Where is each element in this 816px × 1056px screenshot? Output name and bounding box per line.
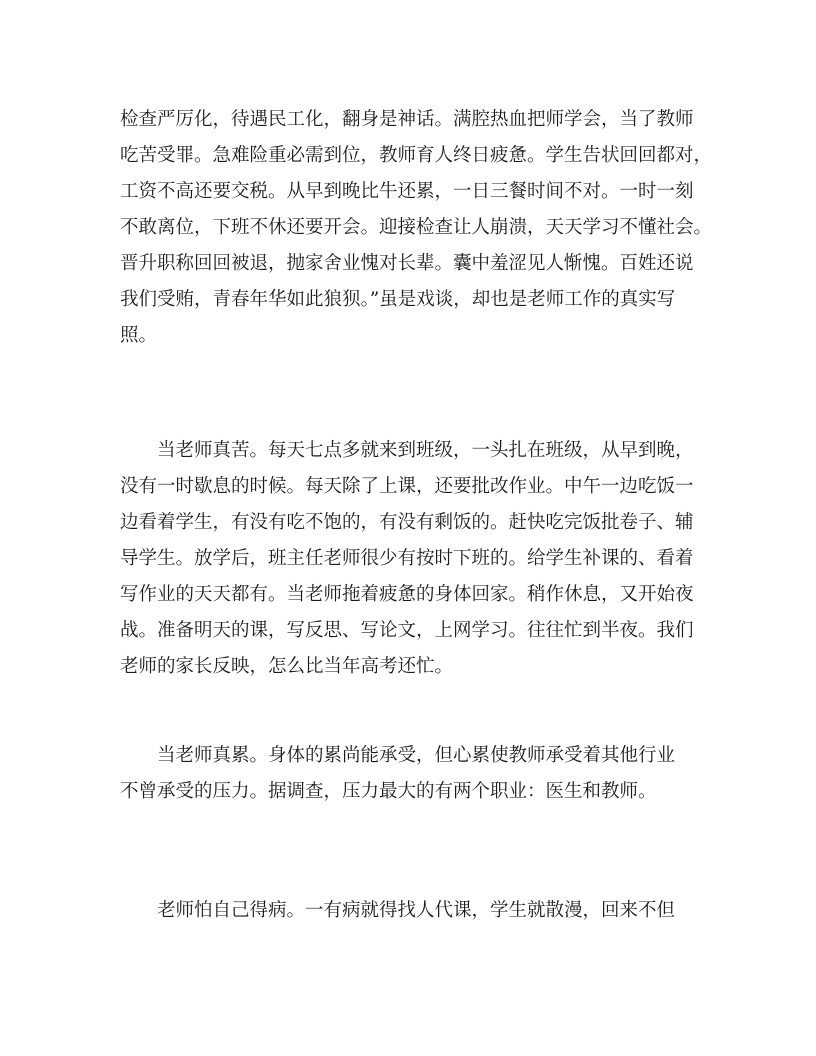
text-line: 写作业的天天都有。当老师拖着疲惫的身体回家。稍作休息，又开始夜 [120,584,694,605]
text-line: 边看着学生，有没有吃不饱的，有没有剩饭的。赶快吃完饭批卷子、辅 [120,512,694,533]
text-line: 吃苦受罪。急难险重必需到位，教师育人终日疲惫。学生告状回回都对， [120,145,713,166]
text-line: 战。准备明天的课，写反思、写论文，上网学习。往往忙到半夜。我们 [120,620,694,641]
text-line: 不曾承受的压力。据调查，压力最大的有两个职业：医生和教师。 [120,781,657,802]
text-line: 导学生。放学后，班主任老师很少有按时下班的。给学生补课的、看着 [120,548,694,569]
text-line: 没有一时歇息的时候。每天除了上课，还要批改作业。中午一边吃饭一 [120,476,694,497]
text-line: 工资不高还要交税。从早到晚比牛还累，一日三餐时间不对。一时一刻 [120,181,694,202]
text-line: 晋升职称回回被退，抛家舍业愧对长辈。囊中羞涩见人惭愧。百姓还说 [120,253,694,274]
text-line: 老师怕自己得病。一有病就得找人代课，学生就散漫，回来不但 [120,900,676,921]
paragraph-3 [120,738,710,810]
paragraph-4 [120,893,710,929]
paragraph-2 [120,433,710,685]
text-line: 当老师真累。身体的累尚能承受，但心累使教师承受着其他行业 [120,745,676,766]
text-line: 不敢离位，下班不休还要开会。迎接检查让人崩溃，天天学习不懂社会。 [120,217,713,238]
text-line: 照。 [120,325,158,346]
text-line: 老师的家长反映，怎么比当年高考还忙。 [120,656,454,677]
text-line: 当老师真苦。每天七点多就来到班级，一头扎在班级，从早到晚， [120,440,694,461]
text-line: 我们受贿，青春年华如此狼狈。”虽是戏谈，却也是老师工作的真实写 [120,289,676,310]
paragraph-1 [120,102,713,354]
text-line: 检查严厉化，待遇民工化，翻身是神话。满腔热血把师学会，当了教师 [120,109,694,130]
